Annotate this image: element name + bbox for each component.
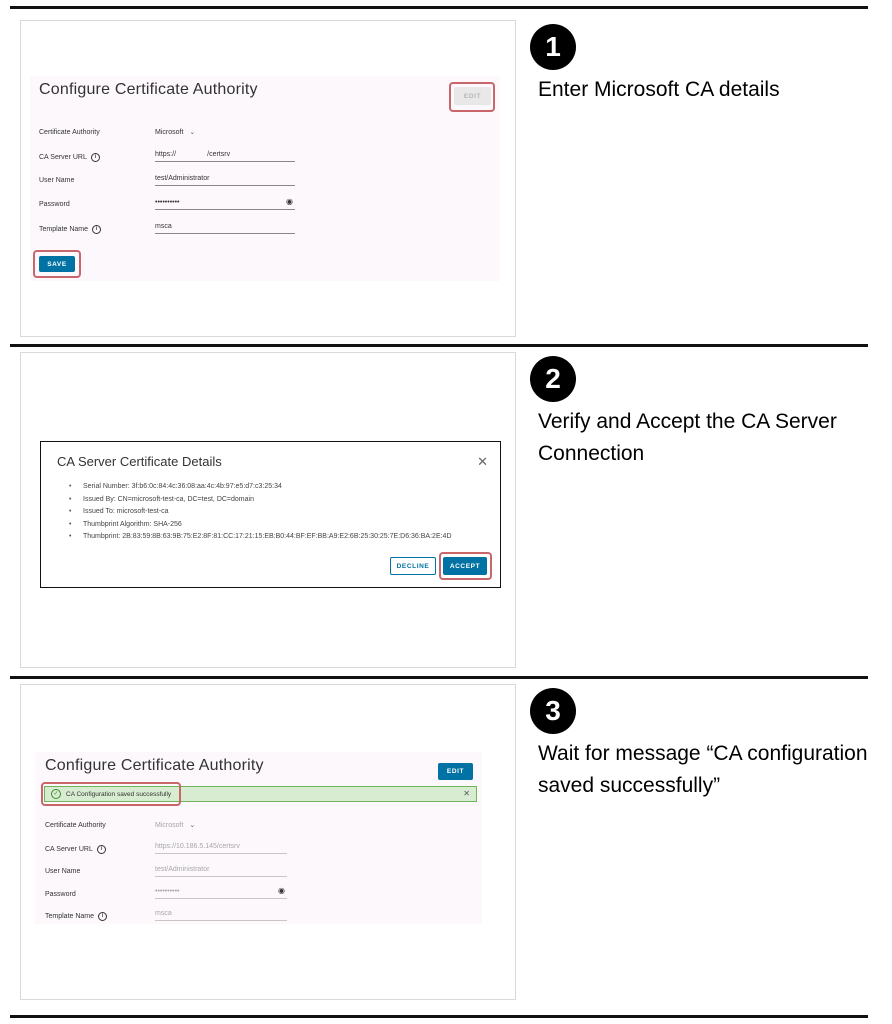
password-input[interactable]: •••••••••• ◉ — [155, 885, 287, 899]
divider-top — [10, 6, 868, 9]
step-2-text: Verify and Accept the CA Server Connection — [538, 410, 837, 465]
close-icon[interactable]: ✕ — [463, 789, 470, 798]
step-1-text: Enter Microsoft CA details — [538, 78, 780, 101]
chevron-down-icon: ⌄ — [189, 822, 196, 829]
alert-message: CA Configuration saved successfully — [66, 790, 172, 798]
detail-issued-to: • Issued To: microsoft-test-ca — [69, 506, 452, 519]
user-name-label: User Name — [39, 177, 75, 184]
step-number-2: 2 — [530, 356, 576, 402]
template-name-label: Template Name i — [45, 912, 107, 921]
user-name-label: User Name — [45, 868, 81, 875]
chevron-down-icon: ⌄ — [189, 129, 196, 136]
template-name-input[interactable]: msca — [155, 220, 295, 234]
edit-button[interactable]: EDIT — [438, 763, 473, 780]
page-title: Configure Certificate Authority — [39, 81, 258, 98]
ca-server-url-label: CA Server URL i — [45, 845, 106, 854]
detail-thumbprint: • Thumbprint: 2B:83:59:8B:63:9B:75:E2:8F:81:CC:17:21:15:EB:B0:44:BF:EF:BB:A9:E2:6B:25:30:25:7E:D6:36:BA:2E:4D — [69, 531, 452, 544]
check-circle-icon: ✓ — [51, 789, 61, 799]
certificate-authority-label: Certificate Authority — [39, 129, 100, 136]
info-icon[interactable]: i — [91, 153, 100, 162]
accept-highlight — [439, 552, 492, 580]
alert-highlight — [41, 782, 181, 806]
accept-button[interactable]: ACCEPT — [443, 557, 487, 575]
password-label: Password — [39, 201, 70, 208]
step-number-1: 1 — [530, 24, 576, 70]
ca-server-url-input[interactable]: https://10.186.5.145/certsrv — [155, 840, 287, 854]
certificate-authority-select[interactable]: Microsoft ⌄ — [155, 128, 196, 136]
step-3-text: Wait for message “CA configuration saved successfully” — [538, 742, 868, 797]
template-name-label: Template Name i — [39, 225, 101, 234]
step-number-3: 3 — [530, 688, 576, 734]
info-icon[interactable]: i — [97, 845, 106, 854]
password-label: Password — [45, 891, 76, 898]
ca-server-url-input[interactable]: https:// /certsrv — [155, 148, 295, 162]
page-title: Configure Certificate Authority — [45, 757, 264, 774]
divider-2 — [10, 676, 868, 679]
ca-server-url-label: CA Server URL i — [39, 153, 100, 162]
decline-button[interactable]: DECLINE — [390, 557, 436, 575]
eye-icon[interactable]: ◉ — [286, 197, 293, 206]
divider-1 — [10, 344, 868, 347]
user-name-input[interactable]: test/Administrator — [155, 172, 295, 186]
dialog-title: CA Server Certificate Details — [57, 454, 222, 469]
save-highlight — [33, 250, 81, 278]
info-icon[interactable]: i — [98, 912, 107, 921]
password-input[interactable]: •••••••••• ◉ — [155, 196, 295, 210]
detail-thumbprint-algorithm: • Thumbprint Algorithm: SHA-256 — [69, 519, 452, 532]
save-button[interactable]: SAVE — [39, 256, 75, 272]
info-icon[interactable]: i — [92, 225, 101, 234]
divider-bottom — [10, 1015, 868, 1018]
close-icon[interactable]: ✕ — [477, 454, 488, 469]
detail-issued-by: • Issued By: CN=microsoft-test-ca, DC=test, DC=domain — [69, 494, 452, 507]
user-name-input[interactable]: test/Administrator — [155, 863, 287, 877]
detail-serial-number: • Serial Number: 3f:b6:0c:84:4c:36:08:aa:4c:4b:97:e5:d7:c3:25:34 — [69, 481, 452, 494]
eye-icon[interactable]: ◉ — [278, 886, 285, 895]
certificate-details-list — [69, 481, 452, 544]
template-name-input[interactable]: msca — [155, 907, 287, 921]
certificate-authority-select[interactable]: Microsoft ⌄ — [155, 821, 196, 829]
edit-highlight — [449, 82, 495, 112]
certificate-authority-label: Certificate Authority — [45, 822, 106, 829]
edit-button[interactable]: EDIT — [454, 87, 491, 105]
